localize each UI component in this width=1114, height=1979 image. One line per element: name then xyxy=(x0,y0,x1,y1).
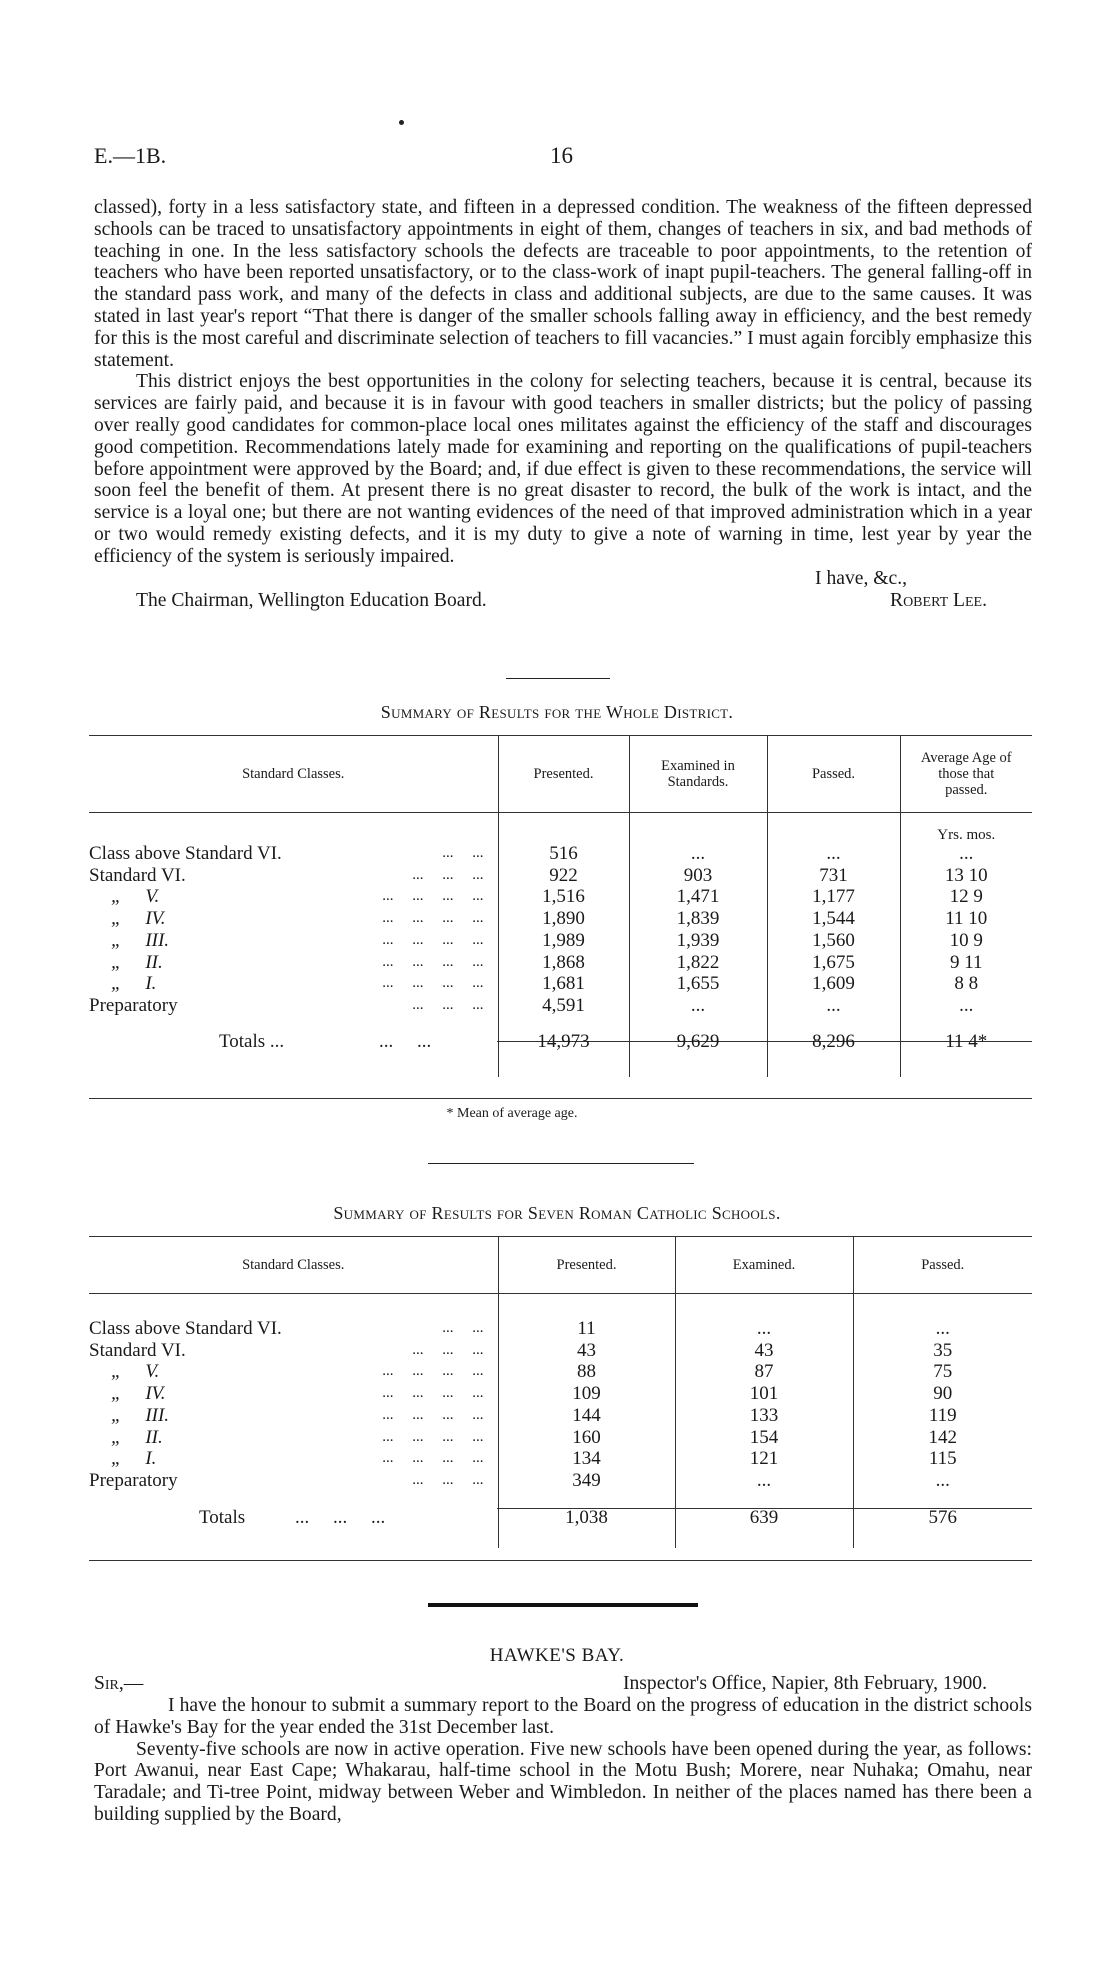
district-row-leader: ... ... ... ... xyxy=(382,953,484,970)
district-row xyxy=(89,952,1032,974)
rc-row xyxy=(89,1405,1032,1427)
district-age-cell: 12 9 xyxy=(900,886,1032,908)
district-age-cell: ... xyxy=(900,995,1032,1017)
rc-passed-cell: 119 xyxy=(853,1405,1032,1427)
document-reference: E.—1B. xyxy=(94,143,167,168)
district-table-title: Summary of Results for the Whole District. xyxy=(380,702,734,722)
district-row-leader: ... ... ... xyxy=(412,866,484,883)
rc-total-examined: 639 xyxy=(675,1501,853,1535)
district-passed-cell: 1,609 xyxy=(767,973,900,995)
rc-presented-cell: 160 xyxy=(498,1427,675,1449)
rc-presented-cell: 349 xyxy=(498,1470,675,1492)
rc-passed-cell: 75 xyxy=(853,1361,1032,1383)
hawkes-paragraph-1: I have the honour to submit a summary report to the Board on the progress of education in the district schools of Hawke's Bay for the year ended the 31st December last. xyxy=(94,1695,1032,1738)
rc-col-examined: Examined. xyxy=(675,1237,853,1293)
rc-passed-cell: 35 xyxy=(853,1340,1032,1362)
district-age-cell: 9 11 xyxy=(900,952,1032,974)
rc-col-presented: Presented. xyxy=(498,1237,675,1293)
district-passed-cell: 1,560 xyxy=(767,930,900,952)
district-results-table xyxy=(89,736,1032,1077)
total-age: 11 4* xyxy=(900,1023,1032,1061)
rc-row-label: „ I. xyxy=(111,1448,157,1470)
closing-line xyxy=(94,568,1032,590)
table-bottom-rule xyxy=(89,1098,1032,1099)
district-passed-cell: 1,544 xyxy=(767,908,900,930)
rc-row xyxy=(89,1340,1032,1362)
district-row-label: „ III. xyxy=(111,929,170,951)
rc-row xyxy=(89,1427,1032,1449)
rc-presented-cell: 43 xyxy=(498,1340,675,1362)
paragraph-1: classed), forty in a less satisfactory state, and fifteen in a depressed condition. The weakness of the fifteen depressed schools can be traced to unsatisfactory appointments in eight of them, changes of teachers in six, and bad methods of teaching in one. In the less satisfactory schools the defects are traceable to poor appointments, to the retention of teachers who have been reported unsatisfactory, or to the class-work of inapt pupil-teachers. The general falling-off in the standard pass work, and many of the defects in class and additional subjects, are due to the same causes. It was stated in last year's report “That there is danger of the smaller schools falling away in efficiency, and the best remedy for this is the most careful and discriminate selection of teachers to fill vacancies.” I must again forcibly emphasize this statement. xyxy=(94,197,1032,371)
rc-passed-cell: 90 xyxy=(853,1383,1032,1405)
district-row xyxy=(89,886,1032,908)
district-row-label: Preparatory xyxy=(89,994,178,1016)
district-age-cell: 13 10 xyxy=(900,865,1032,887)
district-presented-cell: 516 xyxy=(498,843,629,865)
rc-presented-cell: 109 xyxy=(498,1383,675,1405)
section-separator-bar xyxy=(428,1603,698,1607)
district-row xyxy=(89,865,1032,887)
district-examined-cell: 1,939 xyxy=(629,930,767,952)
totals-row xyxy=(89,1023,1032,1061)
district-row-label: Standard VI. xyxy=(89,864,186,886)
rc-totals-label: Totals xyxy=(199,1506,246,1528)
rc-results-table xyxy=(89,1237,1032,1548)
district-presented-cell: 922 xyxy=(498,865,629,887)
district-passed-cell: ... xyxy=(767,995,900,1017)
rc-passed-cell: 142 xyxy=(853,1427,1032,1449)
district-row-label: „ V. xyxy=(111,886,160,908)
addressee: The Chairman, Wellington Education Board. xyxy=(136,589,487,611)
district-row-leader: ... ... ... xyxy=(412,996,484,1013)
hawkes-paragraph-2: Seventy-five schools are now in active operation. Five new schools have been opened during the year, as follows: Port Awanui, near East Cape; Whakarau, half-time school in the Motu Bush; Morere, near Nuhaka; Omahu, near Taradale; and Ti-tree Point, midway between Weber and Wimbledon. In neither of the places named has there been a building supplied by the Board, xyxy=(94,1738,1032,1825)
rc-row-leader: ... ... xyxy=(442,1320,484,1336)
district-row-label: „ I. xyxy=(111,973,157,995)
district-examined-cell: 903 xyxy=(629,865,767,887)
rc-row-leader: ... ... ... ... xyxy=(382,1428,484,1445)
col-passed: Passed. xyxy=(767,736,900,812)
rc-table-title: Summary of Results for Seven Roman Catholic Schools. xyxy=(333,1203,781,1223)
district-age-cell: 8 8 xyxy=(900,973,1032,995)
rc-row xyxy=(89,1383,1032,1405)
rc-passed-cell: ... xyxy=(853,1318,1032,1340)
district-examined-cell: 1,471 xyxy=(629,886,767,908)
district-age-cell: 11 10 xyxy=(900,908,1032,930)
rc-row-leader: ... ... ... ... xyxy=(382,1450,484,1467)
ink-dot xyxy=(399,120,404,125)
district-row-leader: ... ... xyxy=(442,845,484,861)
district-row-leader: ... ... ... ... xyxy=(382,910,484,927)
addressee-line xyxy=(94,590,1032,612)
district-row-label: „ IV. xyxy=(111,908,166,930)
rc-examined-cell: ... xyxy=(675,1318,853,1340)
rc-row-leader: ... ... ... ... xyxy=(382,1363,484,1380)
total-presented: 14,973 xyxy=(498,1023,629,1061)
rc-row xyxy=(89,1361,1032,1383)
total-examined: 9,629 xyxy=(629,1023,767,1061)
rc-row-label: Preparatory xyxy=(89,1469,178,1491)
district-examined-cell: 1,839 xyxy=(629,908,767,930)
district-presented-cell: 1,681 xyxy=(498,973,629,995)
rc-presented-cell: 11 xyxy=(498,1318,675,1340)
rc-col-passed: Passed. xyxy=(853,1237,1032,1293)
rc-row-label: „ IV. xyxy=(111,1383,166,1405)
rc-row-label: „ V. xyxy=(111,1361,160,1383)
district-row-leader: ... ... ... ... xyxy=(382,888,484,905)
district-row xyxy=(89,908,1032,930)
totals-label: Totals ... xyxy=(219,1030,285,1052)
district-row-label: Class above Standard VI. xyxy=(89,843,282,864)
district-presented-cell: 1,890 xyxy=(498,908,629,930)
closing-text: I have, &c., xyxy=(815,567,907,589)
district-examined-cell: 1,655 xyxy=(629,973,767,995)
district-passed-cell: 1,675 xyxy=(767,952,900,974)
totals-leader: ... ... xyxy=(379,1030,432,1052)
district-presented-cell: 1,516 xyxy=(498,886,629,908)
rc-row-leader: ... ... ... xyxy=(412,1341,484,1358)
col-presented: Presented. xyxy=(498,736,629,812)
rc-examined-cell: 121 xyxy=(675,1448,853,1470)
rc-row xyxy=(89,1470,1032,1492)
salutation: Sir,— xyxy=(94,1673,144,1694)
age-units: Yrs. mos. xyxy=(900,812,1032,843)
signature: Robert Lee. xyxy=(890,589,987,611)
district-examined-cell: ... xyxy=(629,843,767,865)
hawkes-bay-report xyxy=(94,1673,1032,1826)
paragraph-2: This district enjoys the best opportunities in the colony for selecting teachers, because it is central, because its services are fairly paid, and because it is in favour with good teachers in smaller districts; but the policy of passing over really good candidates for common-place local ones militates against the efficiency of the staff and discourages good competition. Recommendations lately made for examining and reporting on the qualifications of pupil-teachers before appointment were approved by the Board; and, if due effect is given to these recommendations, the service will soon feel the benefit of them. At present there is no great disaster to record, the bulk of the work is intact, and the service is a loyal one; but there are not wanting evidences of the need of that improved administration which in a year or two would remedy existing defects, and it is my duty to give a note of warning in time, lest year by year the efficiency of the system is seriously impaired. xyxy=(94,371,1032,567)
rc-examined-cell: 101 xyxy=(675,1383,853,1405)
rc-row-label: Standard VI. xyxy=(89,1339,186,1361)
rc-presented-cell: 134 xyxy=(498,1448,675,1470)
district-row xyxy=(89,995,1032,1017)
rc-table-bottom-rule xyxy=(89,1560,1032,1561)
rc-col-standard-classes: Standard Classes. xyxy=(242,1257,345,1273)
rc-row-leader: ... ... ... ... xyxy=(382,1406,484,1423)
district-passed-cell: 1,177 xyxy=(767,886,900,908)
salutation-line xyxy=(94,1673,1032,1695)
col-examined: Examined in Standards. xyxy=(629,736,767,812)
rc-row xyxy=(89,1448,1032,1470)
district-row-leader: ... ... ... ... xyxy=(382,975,484,992)
district-examined-cell: 1,822 xyxy=(629,952,767,974)
footnote: * Mean of average age. xyxy=(446,1106,578,1121)
district-row xyxy=(89,843,1032,865)
page-number: 16 xyxy=(550,143,573,168)
district-examined-cell: ... xyxy=(629,995,767,1017)
section-divider xyxy=(506,678,610,679)
district-row xyxy=(89,973,1032,995)
rc-passed-cell: 115 xyxy=(853,1448,1032,1470)
total-passed: 8,296 xyxy=(767,1023,900,1061)
district-passed-cell: ... xyxy=(767,843,900,865)
col-average-age: Average Age of those that passed. xyxy=(900,736,1032,812)
rc-row-leader: ... ... ... ... xyxy=(382,1385,484,1402)
rc-total-passed: 576 xyxy=(853,1501,1032,1535)
rc-total-presented: 1,038 xyxy=(498,1501,675,1535)
rc-totals-row xyxy=(89,1501,1032,1535)
col-standard-classes: Standard Classes. xyxy=(242,766,345,782)
rc-examined-cell: 133 xyxy=(675,1405,853,1427)
rc-presented-cell: 88 xyxy=(498,1361,675,1383)
rc-row-label: „ III. xyxy=(111,1404,170,1426)
rc-examined-cell: 154 xyxy=(675,1427,853,1449)
rc-examined-cell: ... xyxy=(675,1470,853,1492)
report-continuation xyxy=(94,197,1032,612)
rc-row-label: „ II. xyxy=(111,1426,163,1448)
hawkes-bay-heading: HAWKE'S BAY. xyxy=(489,1645,625,1666)
district-row-leader: ... ... ... ... xyxy=(382,931,484,948)
district-row xyxy=(89,930,1032,952)
rc-passed-cell: ... xyxy=(853,1470,1032,1492)
district-presented-cell: 4,591 xyxy=(498,995,629,1017)
district-age-cell: ... xyxy=(900,843,1032,865)
district-presented-cell: 1,989 xyxy=(498,930,629,952)
district-presented-cell: 1,868 xyxy=(498,952,629,974)
dateline: Inspector's Office, Napier, 8th February, 1900. xyxy=(622,1673,987,1694)
district-age-cell: 10 9 xyxy=(900,930,1032,952)
rc-examined-cell: 87 xyxy=(675,1361,853,1383)
rc-totals-leader: ... ... ... xyxy=(295,1506,386,1528)
rc-row xyxy=(89,1318,1032,1340)
section-divider-2 xyxy=(428,1163,694,1164)
rc-row-leader: ... ... ... xyxy=(412,1471,484,1488)
rc-examined-cell: 43 xyxy=(675,1340,853,1362)
rc-presented-cell: 144 xyxy=(498,1405,675,1427)
rc-row-label: Class above Standard VI. xyxy=(89,1318,282,1339)
district-passed-cell: 731 xyxy=(767,865,900,887)
district-row-label: „ II. xyxy=(111,951,163,973)
